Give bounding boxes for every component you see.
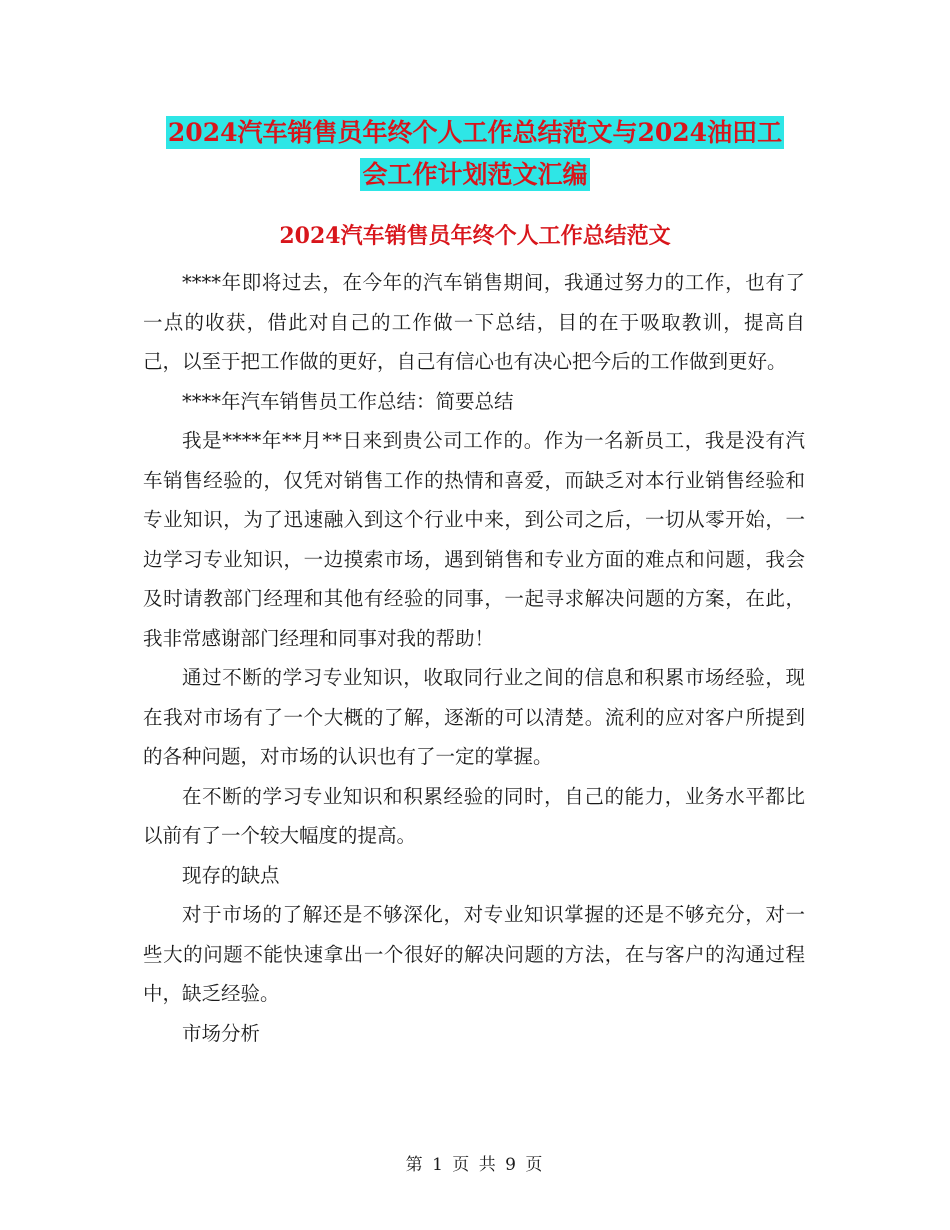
paragraph-shortcomings-heading: 现存的缺点 xyxy=(182,863,280,887)
paragraph-improvement: 在不断的学习专业知识和积累经验的同时，自己的能力，业务水平都比以前有了一个较大幅度的提高。 xyxy=(143,784,805,847)
section-title: 2024汽车销售员年终个人工作总结范文 xyxy=(279,223,671,249)
paragraph-shortcomings: 对于市场的了解还是不够深化，对专业知识掌握的还是不够充分，对一些大的问题不能快速拿出一个很好的解决问题的方法，在与客户的沟通过程中，缺乏经验。 xyxy=(143,903,805,1005)
title-line-1-text: 2024汽车销售员年终个人工作总结范文与2024油田工 xyxy=(167,118,783,147)
document-title xyxy=(0,112,950,196)
title-line-2 xyxy=(0,154,950,196)
paragraph-market-heading: 市场分析 xyxy=(182,1021,261,1045)
paragraph-intro: ****年即将过去，在今年的汽车销售期间，我通过努力的工作，也有了一点的收获，借此对自己的工作做一下总结，目的在于吸取教训，提高自己，以至于把工作做的更好，自己有信心也有决心把今后的工作做到更好。 xyxy=(143,271,805,373)
paragraph-progress: 通过不断的学习专业知识，收取同行业之间的信息和积累市场经验，现在我对市场有了一个大概的了解，逐渐的可以清楚。流利的应对客户所提到的各种问题，对市场的认识也有了一定的掌握。 xyxy=(143,666,805,768)
body-text xyxy=(143,263,805,1053)
title-line-2-text: 会工作计划范文汇编 xyxy=(362,160,588,189)
title-line-1 xyxy=(0,112,950,154)
page-footer: 第 1 页 共 9 页 xyxy=(405,1155,545,1175)
paragraph-summary-heading: ****年汽车销售员工作总结：简要总结 xyxy=(182,389,514,413)
paragraph-background: 我是****年**月**日来到贵公司工作的。作为一名新员工，我是没有汽车销售经验的，仅凭对销售工作的热情和喜爱，而缺乏对本行业销售经验和专业知识，为了迅速融入到这个行业中来，到公司之后，一切从零开始，一边学习专业知识，一边摸索市场，遇到销售和专业方面的难点和问题，我会及时请教部门经理和其他有经验的同事，一起寻求解决问题的方案，在此，我非常感谢部门经理和同事对我的帮助！ xyxy=(143,429,805,650)
